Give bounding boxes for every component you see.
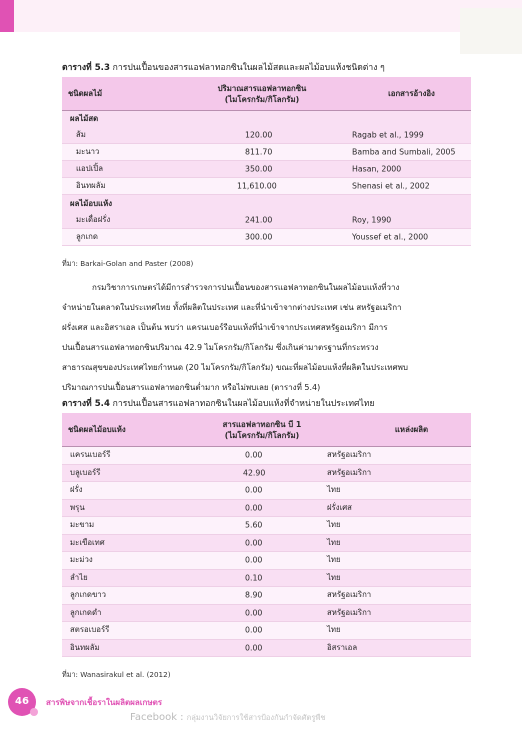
table-header <box>62 413 471 447</box>
header-fruit: ชนิดผลไม้อบแห้ง <box>68 425 126 434</box>
table-row: สตรอเบอร์รี 0.00 ไทย <box>62 622 471 640</box>
paragraph-line: จำหน่ายในตลาดในประเทศไทย ทั้งที่ผลิตในประเทศ และที่นำเข้าจากต่างประเทศ เช่น สหรัฐอเมริกา <box>62 303 402 312</box>
facebook-group-name: กลุ่มงานวิจัยการใช้สารป้องกันกำจัดศัตรูพืช <box>186 713 326 722</box>
paragraph-line: ฝรั่งเศส และอิสราเอล เป็นต้น พบว่า แครนเบอร์รีอบแห้งที่นำเข้าจากประเทศสหรัฐอเมริกา มีการ <box>62 323 388 332</box>
table-row: มะเขือเทศ 0.00 ไทย <box>62 535 471 553</box>
table-row: ลำไย 0.10 ไทย <box>62 570 471 588</box>
page-top-band <box>0 0 522 32</box>
header-reference: เอกสารอ้างอิง <box>388 89 435 98</box>
table-row: มะนาว 811.70 Bamba and Sumbali, 2005 <box>62 144 471 161</box>
body-paragraph <box>62 278 471 398</box>
table-5-3-source: ที่มา: Barkai-Golan and Paster (2008) <box>62 259 194 268</box>
header-aflatoxin-b1: สารแอฟลาทอกซิน บี 1 (ไมโครกรัม/กิโลกรัม) <box>222 420 302 440</box>
table-row: มะม่วง 0.00 ไทย <box>62 552 471 570</box>
group-fresh-fruit: ผลไม้สด <box>62 111 471 127</box>
table-row: ลูกเกด 300.00 Youssef et al., 2000 <box>62 229 471 246</box>
paragraph-line: สาธารณสุขของประเทศไทยกำหนด (20 ไมโครกรัม/กิโลกรัม) ขณะที่ผลไม้อบแห้งที่ผลิตในประเทศพบ <box>62 363 408 372</box>
paragraph-line: ปนเปื้อนสารแอฟลาทอกซินปริมาณ 42.9 ไมโครกรัม/กิโลกรัม ซึ่งเกินค่ามาตรฐานที่กระทรวง <box>62 343 379 352</box>
facebook-label: Facebook : <box>130 712 187 723</box>
group-dried-fruit: ผลไม้อบแห้ง <box>62 195 471 212</box>
table-row: ส้ม 120.00 Ragab et al., 1999 <box>62 127 471 144</box>
table-row: ลูกเกดดำ 0.00 สหรัฐอเมริกา <box>62 605 471 623</box>
decorative-dot-icon <box>30 708 38 716</box>
paragraph-line: กรมวิชาการเกษตรได้มีการสำรวจการปนเปื้อนของสารแอฟลาทอกซินในผลไม้อบแห้งที่วาง <box>92 283 400 292</box>
table-row: ลูกเกดขาว 8.90 สหรัฐอเมริกา <box>62 587 471 605</box>
table-5-4-caption: ตารางที่ 5.4 การปนเปื้อนสารแอฟลาทอกซินในผลไม้อบแห้งที่จำหน่ายในประเทศไทย <box>62 399 375 409</box>
table-row: แครนเบอร์รี 0.00 สหรัฐอเมริกา <box>62 447 471 465</box>
table-5-3 <box>62 77 471 246</box>
table-row: มะเดื่อฝรั่ง 241.00 Roy, 1990 <box>62 212 471 229</box>
table-row: พรุน 0.00 ฝรั่งเศส <box>62 500 471 518</box>
table-row: อินทผลัม 11,610.00 Shenasi et al., 2002 <box>62 178 471 195</box>
table-row: อินทผลัม 0.00 อิสราเอล <box>62 640 471 658</box>
table-row: แอปเปิ้ล 350.00 Hasan, 2000 <box>62 161 471 178</box>
footer-book-title: สารพิษจากเชื้อราในผลิตผลเกษตร <box>46 698 163 707</box>
header-amount: ปริมาณสารแอฟลาทอกซิน (ไมโครกรัม/กิโลกรัม) <box>217 84 307 104</box>
page-number-badge: 46 <box>8 688 36 716</box>
table-row: มะขาม 5.60 ไทย <box>62 517 471 535</box>
table-5-3-caption: ตารางที่ 5.3 การปนเปื้อนของสารแอฟลาทอกซินในผลไม้สดและผลไม้อบแห้งชนิดต่าง ๆ <box>62 63 385 73</box>
footer-facebook-credit <box>130 712 325 724</box>
table-row: ฝรั่ง 0.00 ไทย <box>62 482 471 500</box>
page-top-accent <box>0 0 14 32</box>
table-row: บลูเบอร์รี 42.90 สหรัฐอเมริกา <box>62 465 471 483</box>
table-5-4 <box>62 413 471 657</box>
paragraph-line: ปริมาณการปนเปื้อนสารแอฟลาทอกซินต่ำมาก หรือไม่พบเลย (ตารางที่ 5.4) <box>62 383 321 392</box>
table-5-4-source: ที่มา: Wanasirakul et al. (2012) <box>62 670 171 679</box>
page-corner-tab <box>460 8 522 54</box>
table-header <box>62 77 471 111</box>
header-origin: แหล่งผลิต <box>394 425 429 434</box>
header-fruit: ชนิดผลไม้ <box>68 89 103 98</box>
